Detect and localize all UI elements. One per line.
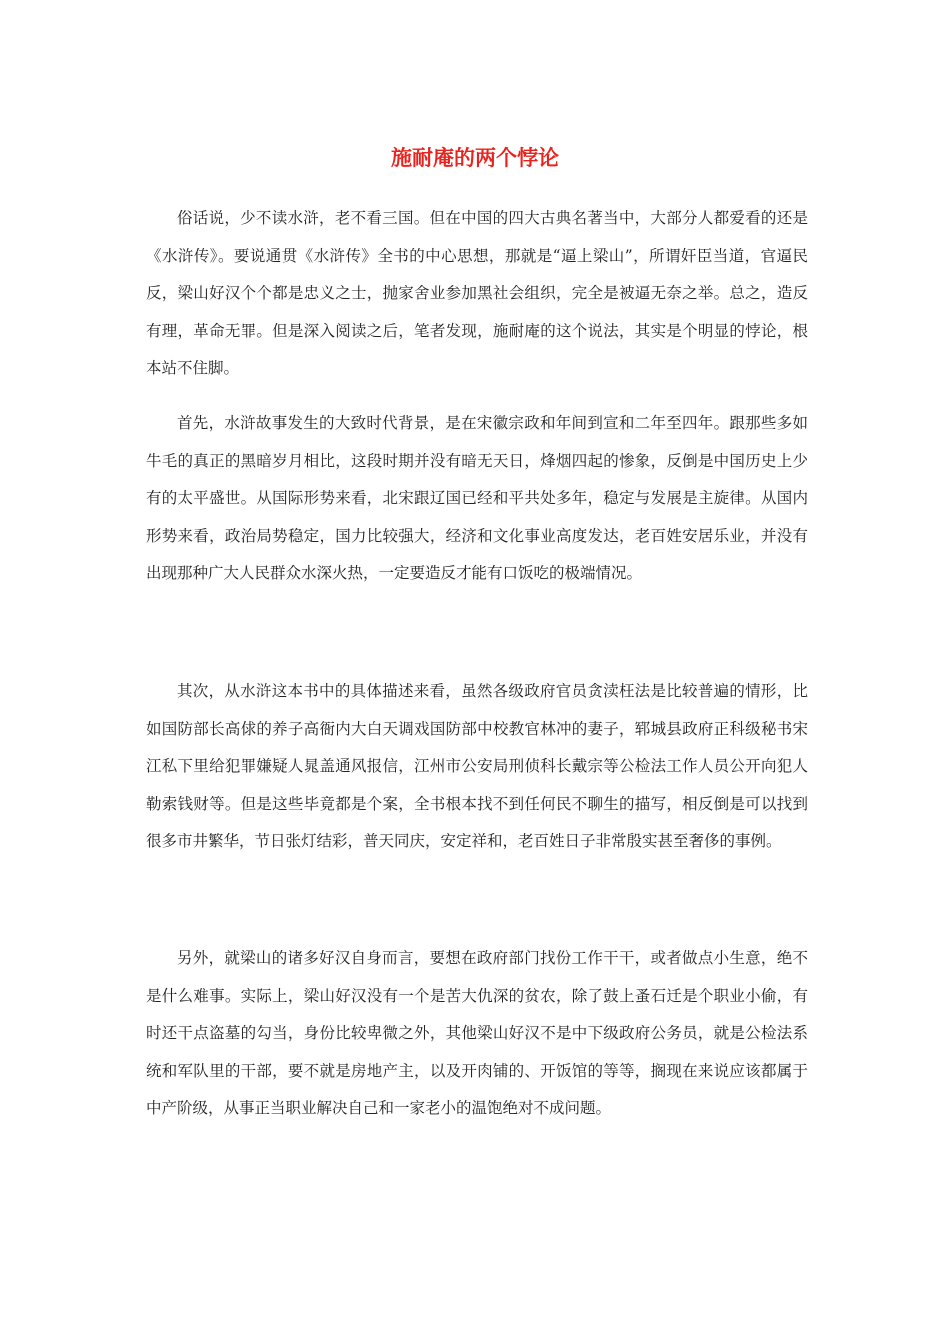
document-title: 施耐庵的两个悖论 bbox=[391, 145, 559, 170]
paragraph-text: 其次，从水浒这本书中的具体描述来看，虽然各级政府官员贪渎枉法是比较普遍的情形，比如国防部长高俅的养子高衙内大白天调戏国防部中校教官林冲的妻子，郓城县政府正科级秘书宋江私下里给犯罪嫌疑人晁盖通风报信，江州市公安局刑侦科长戴宗等公检法工作人员公开向犯人勒索钱财等。但是这些毕竟都是个案，全书根本找不到任何民不聊生的描写，相反倒是可以找到很多市井繁华，节日张灯结彩，普天同庆，安定祥和，老百姓日子非常殷实甚至奢侈的事例。 bbox=[146, 682, 808, 850]
paragraph-text: 俗话说，少不读水浒，老不看三国。但在中国的四大古典名著当中，大部分人都爱看的还是《水浒传》。要说通贯《水浒传》全书的中心思想，那就是“逼上梁山”，所谓奸臣当道，官逼民反，梁山好汉个个都是忠义之士，抛家舍业参加黑社会组织，完全是被逼无奈之举。总之，造反有理，革命无罪。但是深入阅读之后，笔者发现，施耐庵的这个说法，其实是个明显的悖论，根本站不住脚。 bbox=[146, 209, 808, 377]
paragraph-3 bbox=[146, 673, 808, 861]
paragraph-text: 首先，水浒故事发生的大致时代背景，是在宋徽宗政和年间到宣和二年至四年。跟那些多如牛毛的真正的黑暗岁月相比，这段时期并没有暗无天日，烽烟四起的惨象，反倒是中国历史上少有的太平盛世。从国际形势来看，北宋跟辽国已经和平共处多年，稳定与发展是主旋律。从国内形势来看，政治局势稳定，国力比较强大，经济和文化事业高度发达，老百姓安居乐业，并没有出现那种广大人民群众水深火热，一定要造反才能有口饭吃的极端情况。 bbox=[146, 414, 808, 582]
paragraph-4 bbox=[146, 940, 808, 1128]
paragraph-text: 另外，就梁山的诸多好汉自身而言，要想在政府部门找份工作干干，或者做点小生意，绝不是什么难事。实际上，梁山好汉没有一个是苦大仇深的贫农，除了鼓上蚤石迁是个职业小偷，有时还干点盗墓的勾当，身份比较卑微之外，其他梁山好汉不是中下级政府公务员，就是公检法系统和军队里的干部，要不就是房地产主，以及开肉铺的、开饭馆的等等，搁现在来说应该都属于中产阶级，从事正当职业解决自己和一家老小的温饱绝对不成问题。 bbox=[146, 949, 808, 1117]
paragraph-2 bbox=[146, 405, 808, 593]
paragraph-1 bbox=[146, 200, 808, 388]
